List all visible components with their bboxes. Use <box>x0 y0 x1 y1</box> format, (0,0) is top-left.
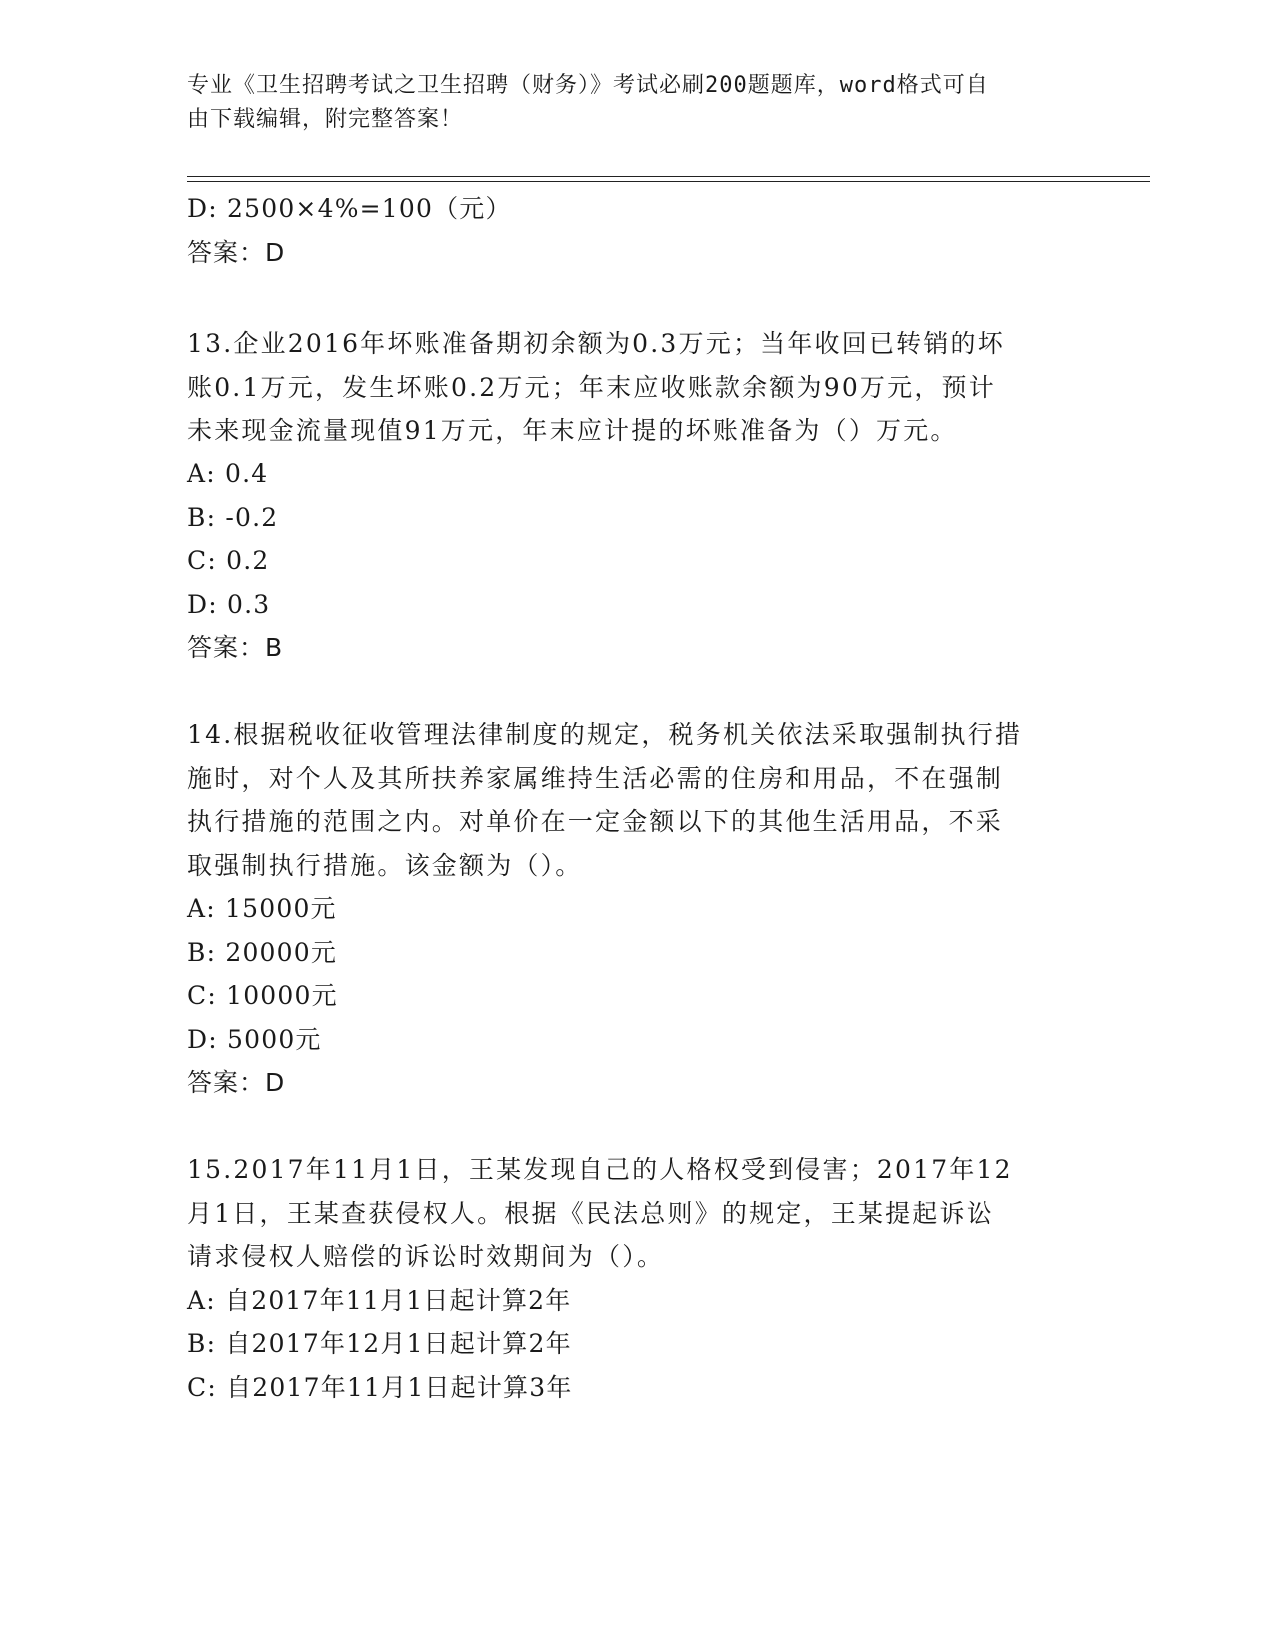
document-header-line-1: 专业《卫生招聘考试之卫生招聘（财务）》考试必刷200题题库，word格式可自 <box>187 73 989 98</box>
question-13-option-d: D: 0.3 <box>187 590 271 619</box>
document-header-line-2: 由下载编辑，附完整答案！ <box>187 107 464 132</box>
header-divider-top <box>187 176 1150 177</box>
question-13-text-line-3: 未来现金流量现值91万元，年末应计提的坏账准备为（）万元。 <box>187 416 958 445</box>
question-14-text-line-1: 14.根据税收征收管理法律制度的规定，税务机关依法采取强制执行措 <box>187 720 1023 749</box>
question-13-text-line-1: 13.企业2016年坏账准备期初余额为0.3万元；当年收回已转销的坏 <box>187 329 1005 358</box>
answer-label: 答案：D <box>187 238 286 267</box>
question-15-option-b: B: 自2017年12月1日起计算2年 <box>187 1329 572 1358</box>
question-14-answer: 答案：D <box>187 1068 286 1097</box>
question-15-option-c: C: 自2017年11月1日起计算3年 <box>187 1373 573 1402</box>
question-14-option-a: A: 15000元 <box>187 894 337 923</box>
question-14-text-line-3: 执行措施的范围之内。对单价在一定金额以下的其他生活用品，不采 <box>187 807 1004 836</box>
question-15-text-line-1: 15.2017年11月1日，王某发现自己的人格权受到侵害；2017年12 <box>187 1155 1013 1184</box>
question-15-text-line-2: 月1日，王某查获侵权人。根据《民法总则》的规定，王某提起诉讼 <box>187 1199 994 1228</box>
question-13-option-a: A: 0.4 <box>187 459 269 488</box>
option-d: D: 2500×4%=100（元） <box>187 194 512 223</box>
question-14-option-c: C: 10000元 <box>187 981 338 1010</box>
question-13-text-line-2: 账0.1万元，发生坏账0.2万元；年末应收账款余额为90万元，预计 <box>187 373 996 402</box>
question-14-option-d: D: 5000元 <box>187 1025 322 1054</box>
question-14-option-b: B: 20000元 <box>187 938 338 967</box>
question-14-text-line-4: 取强制执行措施。该金额为（）。 <box>187 851 583 880</box>
question-15-option-a: A: 自2017年11月1日起计算2年 <box>187 1286 572 1315</box>
question-13-option-c: C: 0.2 <box>187 546 270 575</box>
question-13-option-b: B: -0.2 <box>187 503 279 532</box>
question-15-text-line-3: 请求侵权人赔偿的诉讼时效期间为（）。 <box>187 1242 665 1271</box>
question-13-answer: 答案：B <box>187 633 284 662</box>
question-14-text-line-2: 施时，对个人及其所扶养家属维持生活必需的住房和用品，不在强制 <box>187 764 1004 793</box>
header-divider-bottom <box>187 181 1150 182</box>
